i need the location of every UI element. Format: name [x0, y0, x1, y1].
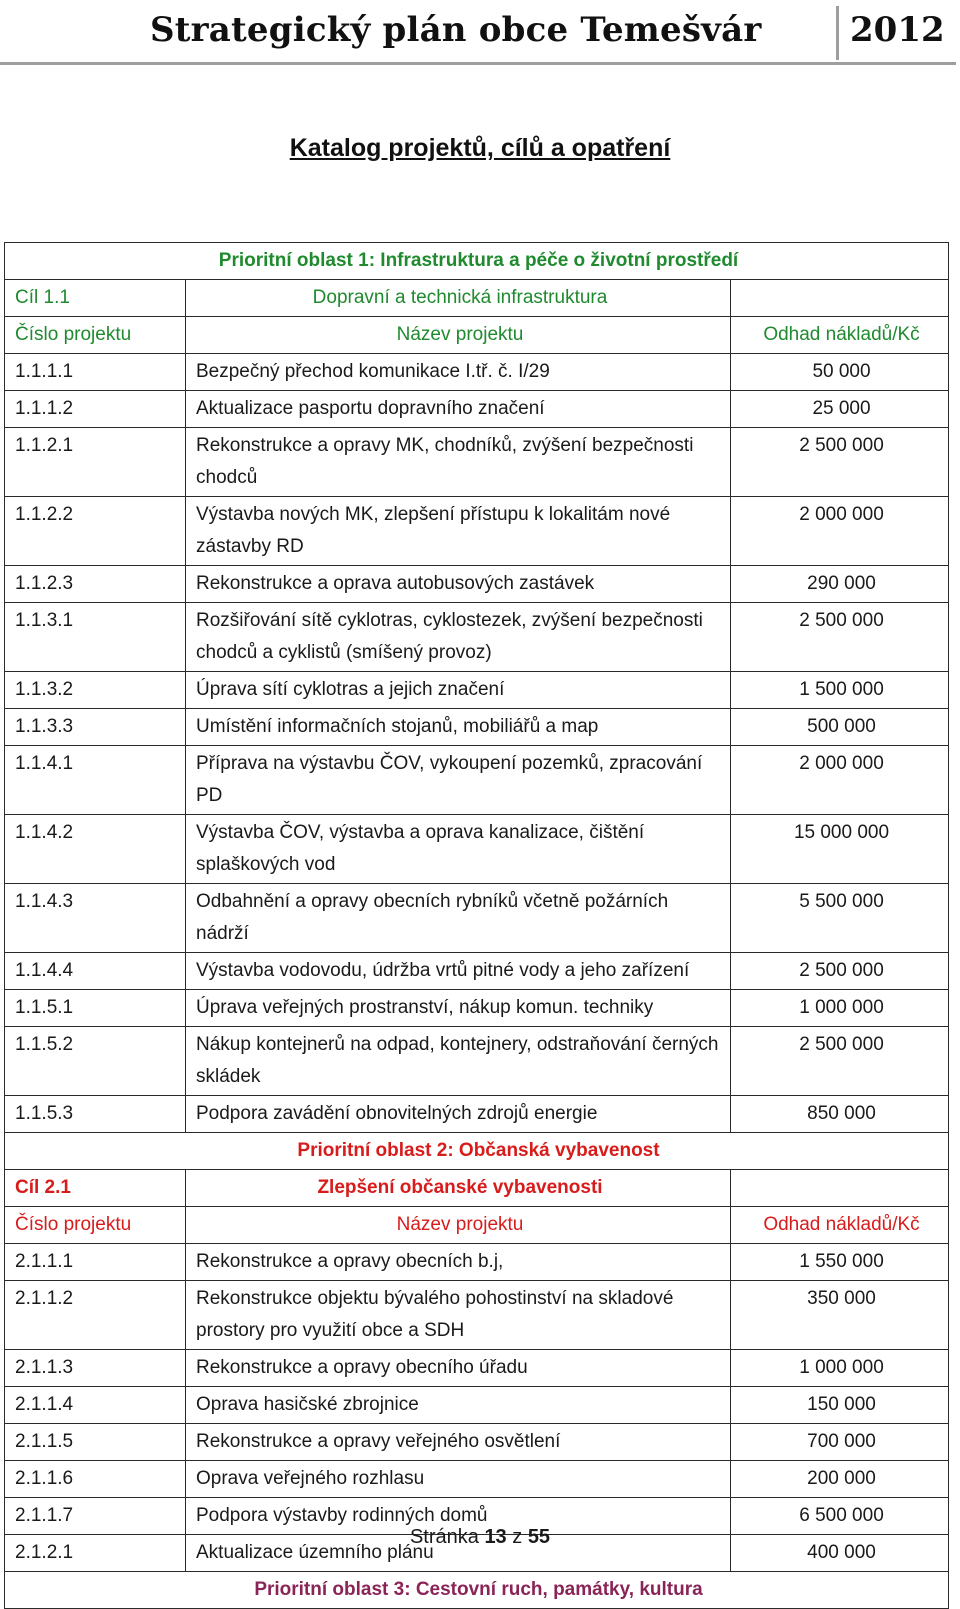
- column-header-row: [5, 317, 949, 354]
- col-cost-header: Odhad nákladů/Kč: [731, 317, 949, 354]
- priority-area-2: Prioritní oblast 2: Občanská vybavenost: [5, 1133, 949, 1170]
- project-number: 1.1.1.2: [5, 391, 186, 428]
- project-cost: 350 000: [731, 1281, 949, 1350]
- project-name: Rekonstrukce objektu bývalého pohostinství na skladové prostory pro využití obce a SDH: [186, 1281, 731, 1350]
- project-row: [5, 497, 949, 566]
- project-cost: 1 000 000: [731, 1350, 949, 1387]
- goal-name: Dopravní a technická infrastruktura: [186, 280, 731, 317]
- priority-area-row: [5, 243, 949, 280]
- project-name: Rekonstrukce a opravy veřejného osvětlení: [186, 1424, 731, 1461]
- col-name-header: Název projektu: [186, 1207, 731, 1244]
- header-divider: [836, 6, 839, 60]
- project-row: [5, 1027, 949, 1096]
- footer-label: Stránka: [409, 1526, 479, 1548]
- project-name: Příprava na výstavbu ČOV, vykoupení pozemků, zpracování PD: [186, 746, 731, 815]
- project-cost: 1 500 000: [731, 672, 949, 709]
- project-number: 2.1.1.1: [5, 1244, 186, 1281]
- project-name: Aktualizace pasportu dopravního značení: [186, 391, 731, 428]
- project-row: [5, 1424, 949, 1461]
- footer-page-number: 13: [484, 1526, 507, 1548]
- project-cost: 150 000: [731, 1387, 949, 1424]
- page-footer: [0, 1526, 960, 1549]
- project-cost: 2 500 000: [731, 953, 949, 990]
- priority-area-row: [5, 1133, 949, 1170]
- project-number: 1.1.1.1: [5, 354, 186, 391]
- project-cost: 200 000: [731, 1461, 949, 1498]
- project-cost: 2 500 000: [731, 1027, 949, 1096]
- project-row: [5, 566, 949, 603]
- project-row: [5, 709, 949, 746]
- project-name: Rekonstrukce a opravy obecního úřadu: [186, 1350, 731, 1387]
- project-row: [5, 1281, 949, 1350]
- project-cost: 2 500 000: [731, 603, 949, 672]
- document-title: Katalog projektů, cílů a opatření: [289, 134, 671, 162]
- project-cost: 2 000 000: [731, 746, 949, 815]
- column-header-row: [5, 1207, 949, 1244]
- project-row: [5, 990, 949, 1027]
- project-row: [5, 1350, 949, 1387]
- project-cost: 1 550 000: [731, 1244, 949, 1281]
- goal-empty-cell: [731, 280, 949, 317]
- project-name: Podpora výstavby rodinných domů: [186, 1498, 731, 1535]
- project-name: Oprava veřejného rozhlasu: [186, 1461, 731, 1498]
- project-name: Úprava veřejných prostranství, nákup komun. techniky: [186, 990, 731, 1027]
- project-number: 2.1.2.1: [5, 1535, 186, 1572]
- project-name: Rekonstrukce a oprava autobusových zastávek: [186, 566, 731, 603]
- header-rule: [0, 62, 956, 65]
- goal-row: [5, 1170, 949, 1207]
- project-cost: 15 000 000: [731, 815, 949, 884]
- project-number: 1.1.4.2: [5, 815, 186, 884]
- project-row: [5, 815, 949, 884]
- project-cost: 25 000: [731, 391, 949, 428]
- goal-code: Cíl 2.1: [5, 1170, 186, 1207]
- project-row: [5, 746, 949, 815]
- project-name: Aktualizace územního plánu: [186, 1535, 731, 1572]
- project-row: [5, 1244, 949, 1281]
- project-name: Rekonstrukce a opravy obecních b.j,: [186, 1244, 731, 1281]
- col-name-header: Název projektu: [186, 317, 731, 354]
- priority-area-1: Prioritní oblast 1: Infrastruktura a péče o životní prostředí: [5, 243, 949, 280]
- project-row: [5, 354, 949, 391]
- project-number: 1.1.5.3: [5, 1096, 186, 1133]
- project-name: Odbahnění a opravy obecních rybníků včetně požárních nádrží: [186, 884, 731, 953]
- project-number: 1.1.2.3: [5, 566, 186, 603]
- project-cost: 2 000 000: [731, 497, 949, 566]
- project-number: 1.1.2.2: [5, 497, 186, 566]
- project-row: [5, 603, 949, 672]
- goal-row: [5, 280, 949, 317]
- project-name: Nákup kontejnerů na odpad, kontejnery, odstraňování černých skládek: [186, 1027, 731, 1096]
- project-cost: 500 000: [731, 709, 949, 746]
- project-number: 1.1.4.1: [5, 746, 186, 815]
- project-name: Výstavba ČOV, výstavba a oprava kanalizace, čištění splaškových vod: [186, 815, 731, 884]
- project-name: Výstavba nových MK, zlepšení přístupu k lokalitám nové zástavby RD: [186, 497, 731, 566]
- col-number-header: Číslo projektu: [5, 317, 186, 354]
- project-name: Podpora zavádění obnovitelných zdrojů energie: [186, 1096, 731, 1133]
- project-name: Bezpečný přechod komunikace I.tř. č. I/29: [186, 354, 731, 391]
- project-number: 2.1.1.3: [5, 1350, 186, 1387]
- project-cost: 290 000: [731, 566, 949, 603]
- project-number: 1.1.2.1: [5, 428, 186, 497]
- project-number: 2.1.1.7: [5, 1498, 186, 1535]
- project-cost: 6 500 000: [731, 1498, 949, 1535]
- project-name: Rekonstrukce a opravy MK, chodníků, zvýšení bezpečnosti chodců: [186, 428, 731, 497]
- goal-code: Cíl 1.1: [5, 280, 186, 317]
- goal-empty-cell: [731, 1170, 949, 1207]
- project-cost: 1 000 000: [731, 990, 949, 1027]
- project-number: 2.1.1.4: [5, 1387, 186, 1424]
- project-number: 1.1.3.1: [5, 603, 186, 672]
- project-number: 1.1.5.1: [5, 990, 186, 1027]
- project-number: 1.1.4.4: [5, 953, 186, 990]
- footer-separator: z: [512, 1526, 523, 1548]
- project-row: [5, 391, 949, 428]
- project-cost: 700 000: [731, 1424, 949, 1461]
- project-name: Oprava hasičské zbrojnice: [186, 1387, 731, 1424]
- project-row: [5, 884, 949, 953]
- project-name: Umístění informačních stojanů, mobiliářů a map: [186, 709, 731, 746]
- project-row: [5, 1387, 949, 1424]
- project-cost: 400 000: [731, 1535, 949, 1572]
- col-cost-header: Odhad nákladů/Kč: [731, 1207, 949, 1244]
- header-title: Strategický plán obce Temešvár: [150, 10, 762, 50]
- project-number: 1.1.3.2: [5, 672, 186, 709]
- project-row: [5, 1461, 949, 1498]
- project-number: 1.1.4.3: [5, 884, 186, 953]
- project-cost: 850 000: [731, 1096, 949, 1133]
- project-cost: 2 500 000: [731, 428, 949, 497]
- project-name: Úprava sítí cyklotras a jejich značení: [186, 672, 731, 709]
- project-row: [5, 672, 949, 709]
- goal-name: Zlepšení občanské vybavenosti: [186, 1170, 731, 1207]
- footer-page-total: 55: [527, 1526, 551, 1548]
- project-number: 2.1.1.6: [5, 1461, 186, 1498]
- project-name: Rozšiřování sítě cyklotras, cyklostezek, zvýšení bezpečnosti chodců a cyklistů (smíšený provoz): [186, 603, 731, 672]
- header-year: 2012: [850, 10, 945, 50]
- priority-area-row: [5, 1572, 949, 1609]
- project-row: [5, 1096, 949, 1133]
- project-catalog-table: [4, 242, 949, 1609]
- project-name: Výstavba vodovodu, údržba vrtů pitné vody a jeho zařízení: [186, 953, 731, 990]
- project-number: 2.1.1.2: [5, 1281, 186, 1350]
- project-cost: 50 000: [731, 354, 949, 391]
- priority-area-3: Prioritní oblast 3: Cestovní ruch, památky, kultura: [5, 1572, 949, 1609]
- project-row: [5, 953, 949, 990]
- project-number: 1.1.5.2: [5, 1027, 186, 1096]
- project-row: [5, 428, 949, 497]
- col-number-header: Číslo projektu: [5, 1207, 186, 1244]
- project-cost: 5 500 000: [731, 884, 949, 953]
- project-number: 2.1.1.5: [5, 1424, 186, 1461]
- project-number: 1.1.3.3: [5, 709, 186, 746]
